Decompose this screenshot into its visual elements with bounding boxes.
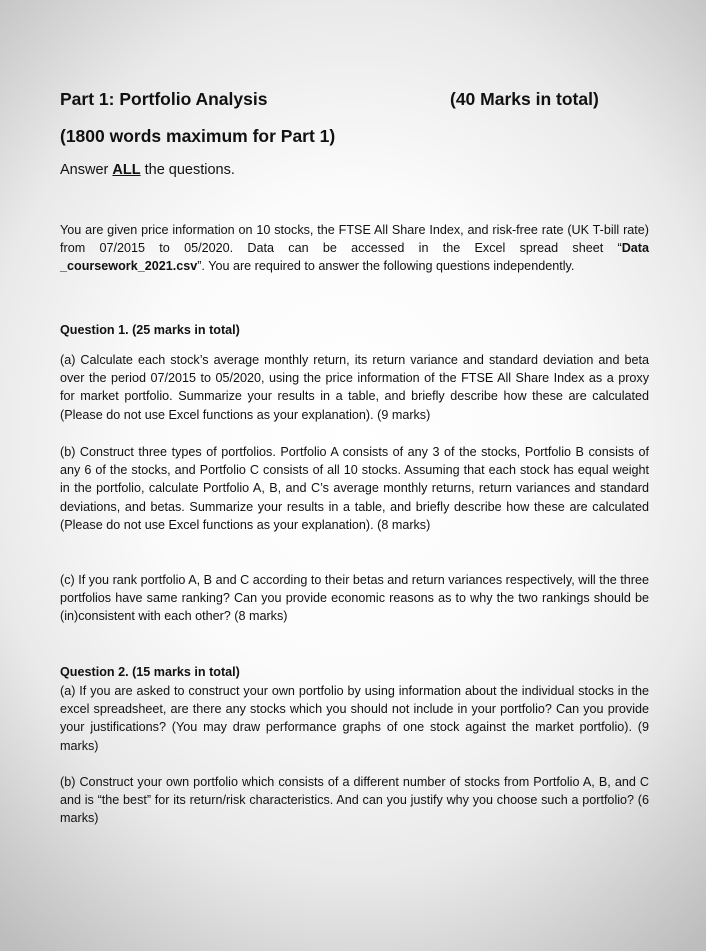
question-2-heading: Question 2. (15 marks in total) bbox=[60, 665, 240, 679]
question-1-part-c: (c) If you rank portfolio A, B and C according to their betas and return variances respectively, will the three portfolios have same ranking? Can you provide economic reasons as to why the two rankings should be (in)consistent with each other? (8 marks) bbox=[60, 573, 649, 624]
answer-instruction bbox=[60, 160, 235, 180]
intro-paragraph bbox=[60, 221, 649, 276]
question-1-part-b: (b) Construct three types of portfolios. Portfolio A consists of any 3 of the stocks, Portfolio B consists of any 6 of the stocks, and Portfolio C consists of all 10 stocks. Assuming that each stock has equal weight in the portfolio, calculate Portfolio A, B, and C’s average monthly returns, return variances and standard deviations, and betas. Summarize your results in a table, and briefly describe how these are calculated (Please do not use Excel functions as your explanation). (8 marks) bbox=[60, 445, 649, 532]
total-marks: (40 Marks in total) bbox=[450, 89, 599, 109]
answer-suffix: the questions. bbox=[140, 162, 235, 178]
intro-text-after: ”. You are required to answer the following questions independently. bbox=[197, 259, 575, 274]
word-limit: (1800 words maximum for Part 1) bbox=[60, 126, 336, 146]
question-2-part-b: (b) Construct your own portfolio which consists of a different number of stocks from Portfolio A, B, and C and is “the best” for its return/risk characteristics. And can you justify why you choose such a portfolio? (6 marks) bbox=[60, 775, 649, 826]
part-title: Part 1: Portfolio Analysis bbox=[60, 89, 268, 109]
data-filename: Data _coursework_2021.csv bbox=[60, 241, 649, 274]
part-heading bbox=[60, 86, 620, 112]
answer-prefix: Answer bbox=[60, 162, 113, 178]
question-1-part-a: (a) Calculate each stock’s average monthly return, its return variance and standard deviation and beta over the period 07/2015 to 05/2020, using the price information of the FTSE All Share Index as a proxy for market portfolio. Summarize your results in a table, and briefly describe how these are calculated (Please do not use Excel functions as your explanation). (9 marks) bbox=[60, 353, 649, 422]
answer-all-emphasis: ALL bbox=[112, 162, 141, 178]
question-2-part-a: (a) If you are asked to construct your own portfolio by using information about the individual stocks in the excel spreadsheet, are there any stocks which you should not include in your portfolio? Can you provide your justifications? (You may draw performance graphs of one stock against the market portfolio). (9 marks) bbox=[60, 684, 649, 753]
intro-text-before: You are given price information on 10 stocks, the FTSE All Share Index, and risk-free rate (UK T-bill rate) from 07/2015 to 05/2020. Data can be accessed in the Excel spread sheet “ bbox=[60, 223, 649, 256]
question-1-heading: Question 1. (25 marks in total) bbox=[60, 323, 240, 337]
